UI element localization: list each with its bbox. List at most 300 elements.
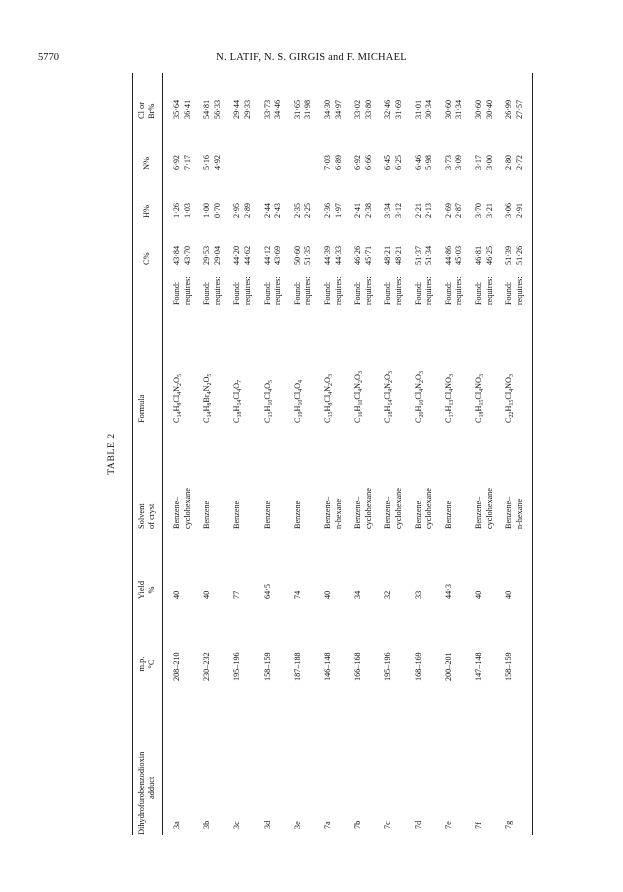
header-c: C% bbox=[142, 252, 151, 265]
formula-element: O bbox=[413, 374, 423, 380]
formula-subscript: 7 bbox=[237, 379, 244, 383]
formula-cell bbox=[232, 380, 246, 423]
found-label-cell bbox=[172, 276, 193, 305]
table-top-rule bbox=[132, 73, 133, 835]
c-value: 44·33 bbox=[333, 245, 343, 265]
table-row bbox=[293, 73, 325, 835]
analysis-label: requires: bbox=[303, 276, 313, 305]
halo-value: 34·30 bbox=[323, 99, 332, 119]
solvent-line: Benzene– bbox=[504, 496, 514, 529]
n-value: 6·92 bbox=[353, 154, 363, 170]
h-value-cell bbox=[232, 203, 253, 218]
n-value: 6·46 bbox=[413, 154, 423, 170]
n-value: 7·17 bbox=[182, 154, 192, 170]
n-value: 2·80 bbox=[504, 154, 514, 170]
analysis-label: requires: bbox=[333, 276, 343, 305]
found-label-cell bbox=[414, 276, 435, 305]
mp-cell: 158–159 bbox=[262, 652, 272, 681]
found-label-cell bbox=[474, 276, 495, 305]
formula-subscript: 13 bbox=[448, 399, 455, 406]
found-label-cell bbox=[323, 276, 344, 305]
n-value-cell bbox=[293, 168, 314, 170]
halo-value-cell bbox=[323, 100, 344, 119]
n-value: 3·09 bbox=[454, 154, 464, 170]
halo-value: 30·34 bbox=[424, 99, 434, 119]
found-label-cell bbox=[383, 276, 404, 305]
h-value: 2·38 bbox=[363, 202, 373, 218]
header-formula-label: Formula bbox=[137, 394, 146, 423]
formula-element: NO bbox=[474, 377, 483, 389]
yield-cell: 44·3 bbox=[443, 583, 453, 599]
c-value: 44·12 bbox=[262, 245, 272, 265]
n-value: 3·17 bbox=[474, 154, 483, 170]
h-value: 2·35 bbox=[292, 202, 302, 218]
n-value: 6·92 bbox=[172, 154, 181, 170]
analysis-label: requires: bbox=[363, 276, 373, 305]
yield-cell: 64·5 bbox=[262, 583, 272, 599]
analysis-label: Found: bbox=[232, 281, 242, 305]
formula-subscript: 3 bbox=[448, 374, 455, 378]
page-number: 5770 bbox=[38, 52, 59, 63]
formula-element: O bbox=[323, 377, 332, 383]
formula-subscript: 8 bbox=[177, 402, 183, 406]
analysis-label: Found: bbox=[413, 281, 423, 305]
formula-element: C bbox=[413, 417, 423, 423]
halo-value-cell bbox=[474, 100, 495, 119]
halo-value: 31·65 bbox=[292, 99, 302, 119]
adduct-cell: 7d bbox=[413, 820, 423, 829]
formula-subscript: 3 bbox=[388, 371, 395, 375]
n-value: 6·89 bbox=[333, 154, 343, 170]
solvent-cell bbox=[504, 497, 525, 529]
table-row bbox=[353, 73, 385, 835]
halo-value: 35·64 bbox=[172, 99, 181, 119]
mp-cell: 158–159 bbox=[504, 652, 514, 681]
n-value: 5·16 bbox=[202, 154, 212, 170]
c-value: 46·25 bbox=[484, 245, 494, 265]
header-halo-line1: Cl or bbox=[137, 102, 146, 119]
h-value: 2·69 bbox=[443, 202, 453, 218]
formula-element: Cl bbox=[232, 391, 242, 400]
found-label-cell bbox=[232, 276, 253, 305]
h-value: 2·13 bbox=[424, 202, 434, 218]
solvent-line: Benzene– bbox=[383, 496, 393, 529]
formula-element: H bbox=[262, 405, 272, 412]
adduct-cell: 7b bbox=[353, 820, 363, 829]
header-n: N% bbox=[142, 156, 151, 170]
analysis-label: Found: bbox=[262, 281, 272, 305]
formula-element: Cl bbox=[292, 391, 302, 400]
formula-subscript: 10 bbox=[418, 399, 425, 406]
halo-value: 29·33 bbox=[242, 99, 252, 119]
formula-element: H bbox=[504, 405, 514, 412]
found-label-cell bbox=[444, 276, 465, 305]
h-value: 3·12 bbox=[393, 202, 403, 218]
formula-subscript: 4 bbox=[328, 391, 334, 395]
formula-element: H bbox=[413, 405, 423, 412]
c-value-cell bbox=[353, 246, 374, 265]
formula-subscript: 22 bbox=[509, 411, 516, 418]
solvent-line: Benzene bbox=[292, 500, 302, 529]
yield-cell: 40 bbox=[202, 590, 212, 599]
formula-element: O bbox=[232, 382, 242, 389]
formula-element: H bbox=[323, 405, 332, 412]
analysis-label: requires: bbox=[514, 276, 524, 305]
formula-subscript: 18 bbox=[237, 411, 244, 418]
h-value-cell bbox=[474, 203, 495, 218]
analysis-label: Found: bbox=[383, 281, 393, 305]
h-value: 3·70 bbox=[474, 202, 483, 218]
analysis-label: Found: bbox=[292, 281, 302, 305]
formula-subscript: 2 bbox=[328, 382, 334, 386]
halo-value: 31·01 bbox=[413, 99, 423, 119]
halo-value: 33·80 bbox=[363, 99, 373, 119]
formula-cell bbox=[202, 374, 216, 423]
halo-value: 33·02 bbox=[353, 99, 363, 119]
mp-cell: 195–196 bbox=[383, 652, 393, 681]
h-value: 1·97 bbox=[333, 202, 343, 218]
n-value-cell bbox=[232, 168, 253, 170]
halo-value: 26·99 bbox=[504, 99, 514, 119]
formula-element: O bbox=[383, 374, 393, 380]
analysis-label: requires: bbox=[393, 276, 403, 305]
solvent-line: Benzene– bbox=[474, 496, 483, 529]
n-value-cell bbox=[504, 155, 525, 170]
formula-cell bbox=[383, 371, 397, 423]
formula-subscript: 3 bbox=[509, 374, 516, 378]
n-value: 4·92 bbox=[212, 154, 222, 170]
c-value-cell bbox=[202, 246, 223, 265]
formula-subscript: 18 bbox=[479, 411, 485, 418]
formula-element: Cl bbox=[383, 391, 393, 400]
analysis-label: Found: bbox=[474, 281, 483, 305]
solvent-cell bbox=[323, 497, 344, 529]
table-caption: TABLE 2 bbox=[106, 433, 117, 475]
formula-element: C bbox=[232, 417, 242, 423]
formula-subscript: 4 bbox=[448, 388, 455, 392]
analysis-label: requires: bbox=[484, 276, 494, 305]
analysis-label: Found: bbox=[323, 281, 332, 305]
formula-subscript: 2 bbox=[207, 382, 214, 386]
formula-subscript: 14 bbox=[207, 411, 214, 418]
solvent-line: Benzene– bbox=[353, 496, 363, 529]
formula-subscript: 15 bbox=[267, 411, 274, 418]
header-h: H% bbox=[142, 204, 151, 218]
formula-subscript: 15 bbox=[509, 399, 516, 406]
h-value: 1·00 bbox=[202, 202, 212, 218]
formula-element: H bbox=[474, 405, 483, 412]
solvent-cell bbox=[202, 501, 213, 529]
header-yield-line2: % bbox=[147, 586, 156, 594]
h-value: 0·70 bbox=[212, 202, 222, 218]
halo-value: 56·33 bbox=[212, 99, 222, 119]
formula-subscript: 5 bbox=[177, 374, 183, 378]
formula-subscript: 3 bbox=[328, 374, 334, 378]
solvent-cell bbox=[263, 501, 274, 529]
formula-subscript: 3 bbox=[358, 371, 365, 375]
halo-value-cell bbox=[172, 100, 193, 119]
h-value: 2·43 bbox=[273, 202, 283, 218]
h-value-cell bbox=[202, 203, 223, 218]
formula-element: H bbox=[383, 405, 393, 412]
solvent-cell bbox=[414, 488, 435, 529]
halo-value: 31·69 bbox=[393, 99, 403, 119]
n-value bbox=[303, 168, 314, 170]
c-value: 51·35 bbox=[303, 245, 313, 265]
n-value: 3·00 bbox=[484, 154, 494, 170]
formula-element: C bbox=[443, 417, 453, 423]
formula-element: H bbox=[353, 405, 363, 412]
mp-cell: 200–201 bbox=[443, 652, 453, 681]
analysis-label: Found: bbox=[202, 281, 212, 305]
formula-subscript: 4 bbox=[267, 388, 274, 392]
analysis-label: requires: bbox=[212, 276, 222, 305]
formula-subscript: 18 bbox=[388, 411, 395, 418]
n-value-cell bbox=[202, 155, 223, 170]
solvent-line: cyclohexane bbox=[393, 488, 403, 529]
formula-element: N bbox=[323, 385, 332, 392]
formula-subscript: 4 bbox=[509, 388, 516, 392]
formula-element: C bbox=[353, 417, 363, 423]
formula-element: Cl bbox=[323, 394, 332, 403]
header-mp-line1: m.p. bbox=[137, 656, 146, 672]
table-row bbox=[172, 73, 204, 835]
analysis-label: requires: bbox=[454, 276, 464, 305]
solvent-line: Benzene bbox=[443, 500, 453, 529]
formula-subscript: 4 bbox=[388, 388, 395, 392]
c-value-cell bbox=[293, 246, 314, 265]
h-value: 2·95 bbox=[232, 202, 242, 218]
h-value: 2·36 bbox=[323, 202, 332, 218]
solvent-cell bbox=[353, 488, 374, 529]
adduct-cell: 3a bbox=[172, 821, 181, 829]
formula-subscript: 3 bbox=[418, 371, 425, 375]
solvent-line: Benzene bbox=[262, 500, 272, 529]
formula-cell bbox=[293, 380, 307, 423]
n-value-cell bbox=[414, 155, 435, 170]
formula-element: C bbox=[202, 417, 212, 423]
formula-element: NO bbox=[443, 377, 453, 389]
adduct-cell: 7c bbox=[383, 821, 393, 829]
header-halo bbox=[137, 102, 157, 119]
analysis-label: Found: bbox=[353, 281, 363, 305]
adduct-cell: 3d bbox=[262, 820, 272, 829]
halo-value: 31·98 bbox=[303, 99, 313, 119]
header-halo-line2: Br% bbox=[147, 103, 156, 119]
table-header-rule bbox=[162, 73, 163, 835]
yield-cell: 40 bbox=[504, 590, 514, 599]
analysis-label: Found: bbox=[443, 281, 453, 305]
formula-cell bbox=[172, 374, 186, 423]
yield-cell: 74 bbox=[292, 590, 302, 599]
formula-subscript: 4 bbox=[237, 388, 244, 392]
formula-cell bbox=[353, 371, 367, 423]
halo-value-cell bbox=[444, 100, 465, 119]
solvent-line: n-hexane bbox=[514, 498, 524, 529]
c-value: 43·70 bbox=[182, 245, 192, 265]
formula-subscript: 15 bbox=[479, 399, 485, 406]
formula-subscript: 4 bbox=[418, 388, 425, 392]
h-value: 1·26 bbox=[172, 202, 181, 218]
formula-element: N bbox=[353, 382, 363, 389]
found-label-cell bbox=[353, 276, 374, 305]
c-value: 48·21 bbox=[393, 245, 403, 265]
n-value-cell bbox=[263, 168, 284, 170]
running-header: N. LATIF, N. S. GIRGIS and F. MICHAEL bbox=[216, 52, 407, 63]
formula-element: Cl bbox=[353, 391, 363, 400]
formula-element: N bbox=[202, 385, 212, 392]
solvent-cell bbox=[293, 501, 304, 529]
adduct-cell: 3c bbox=[232, 821, 242, 829]
mp-cell: 230–232 bbox=[202, 652, 212, 681]
solvent-line: cyclohexane bbox=[363, 488, 373, 529]
solvent-cell bbox=[172, 488, 193, 529]
h-value: 2·91 bbox=[514, 202, 524, 218]
c-value-cell bbox=[474, 246, 495, 265]
h-value-cell bbox=[293, 203, 314, 218]
yield-cell: 40 bbox=[172, 590, 181, 599]
formula-subscript: 14 bbox=[237, 399, 244, 406]
adduct-cell: 3e bbox=[292, 821, 302, 829]
formula-subscript: 2 bbox=[358, 379, 365, 383]
analysis-label: Found: bbox=[504, 281, 514, 305]
formula-element: H bbox=[292, 405, 302, 412]
table-row bbox=[202, 73, 234, 835]
formula-subscript: 20 bbox=[418, 411, 425, 418]
formula-subscript: 10 bbox=[358, 399, 365, 406]
analysis-label: requires: bbox=[182, 276, 192, 305]
table-row bbox=[323, 73, 355, 835]
formula-subscript: 4 bbox=[297, 379, 304, 383]
solvent-line: n-hexane bbox=[333, 498, 343, 529]
n-value bbox=[263, 168, 274, 170]
n-value: 2·72 bbox=[514, 154, 524, 170]
formula-cell bbox=[444, 374, 458, 423]
solvent-cell bbox=[444, 501, 455, 529]
header-mp bbox=[137, 647, 157, 681]
n-value-cell bbox=[353, 155, 374, 170]
formula-subscript: 16 bbox=[358, 411, 365, 418]
h-value: 1·03 bbox=[182, 202, 192, 218]
formula-element: N bbox=[413, 382, 423, 389]
formula-element: H bbox=[232, 405, 242, 412]
header-solvent bbox=[137, 503, 157, 529]
mp-cell: 195–196 bbox=[232, 652, 242, 681]
n-value-cell bbox=[383, 155, 404, 170]
adduct-cell: 3b bbox=[202, 820, 212, 829]
h-value: 2·87 bbox=[454, 202, 464, 218]
header-adduct-line1: Dihydrofurobenzodioxin bbox=[137, 751, 146, 835]
c-value: 45·71 bbox=[363, 245, 373, 265]
solvent-cell bbox=[383, 488, 404, 529]
n-value: 6·45 bbox=[383, 154, 393, 170]
n-value: 6·66 bbox=[363, 154, 373, 170]
formula-element: Cl bbox=[262, 391, 272, 400]
h-value: 3·34 bbox=[383, 202, 393, 218]
solvent-line: cyclohexane bbox=[182, 488, 192, 529]
solvent-line: Benzene– bbox=[172, 496, 181, 529]
n-value-cell bbox=[444, 155, 465, 170]
formula-element: C bbox=[262, 417, 272, 423]
yield-cell: 40 bbox=[474, 590, 483, 599]
h-value-cell bbox=[172, 203, 193, 218]
solvent-cell bbox=[232, 501, 243, 529]
solvent-line: Benzene– bbox=[323, 496, 332, 529]
formula-subscript: 14 bbox=[177, 411, 183, 418]
formula-subscript: 10 bbox=[297, 399, 304, 406]
h-value: 2·89 bbox=[242, 202, 252, 218]
formula-element: Cl bbox=[443, 391, 453, 400]
h-value-cell bbox=[383, 203, 404, 218]
adduct-cell: 7f bbox=[474, 822, 483, 829]
c-value: 51·37 bbox=[413, 245, 423, 265]
c-value: 51·26 bbox=[514, 245, 524, 265]
data-table bbox=[106, 73, 538, 835]
formula-subscript: 8 bbox=[328, 402, 334, 406]
n-value bbox=[293, 168, 304, 170]
h-value: 2·25 bbox=[303, 202, 313, 218]
halo-value: 33·73 bbox=[262, 99, 272, 119]
h-value-cell bbox=[353, 203, 374, 218]
n-value bbox=[232, 168, 243, 170]
yield-cell: 40 bbox=[323, 590, 332, 599]
c-value-cell bbox=[323, 246, 344, 265]
halo-value: 30·40 bbox=[484, 99, 494, 119]
table-row bbox=[414, 73, 446, 835]
formula-element: H bbox=[202, 405, 212, 412]
c-value: 44·20 bbox=[232, 245, 242, 265]
halo-value: 34·46 bbox=[273, 99, 283, 119]
formula-element: N bbox=[383, 382, 393, 389]
formula-element: Br bbox=[202, 394, 212, 403]
adduct-cell: 7a bbox=[323, 821, 332, 829]
formula-subscript: 2 bbox=[177, 382, 183, 386]
found-label-cell bbox=[293, 276, 314, 305]
h-value: 2·21 bbox=[413, 202, 423, 218]
c-value: 51·34 bbox=[424, 245, 434, 265]
formula-element: H bbox=[443, 405, 453, 412]
c-value-cell bbox=[263, 246, 284, 265]
formula-element: Cl bbox=[172, 394, 181, 403]
header-yield-line1: Yield bbox=[137, 580, 146, 600]
halo-value-cell bbox=[232, 100, 253, 119]
formula-subscript: 4 bbox=[207, 391, 214, 395]
formula-subscript: 10 bbox=[267, 399, 274, 406]
solvent-line: cyclohexane bbox=[424, 488, 434, 529]
formula-element: O bbox=[202, 376, 212, 383]
h-value-cell bbox=[504, 203, 525, 218]
formula-element: NO bbox=[504, 377, 514, 389]
c-value-cell bbox=[172, 246, 193, 265]
formula-subscript: 15 bbox=[328, 411, 334, 418]
mp-cell: 166–168 bbox=[353, 652, 363, 681]
halo-value: 30·60 bbox=[443, 99, 453, 119]
found-label-cell bbox=[263, 276, 284, 305]
formula-subscript: 2 bbox=[418, 379, 425, 383]
solvent-line: Benzene bbox=[413, 500, 423, 529]
header-solvent-line1: Solvent bbox=[137, 503, 146, 529]
h-value-cell bbox=[263, 203, 284, 218]
halo-value: 54·81 bbox=[202, 99, 212, 119]
h-value-cell bbox=[414, 203, 435, 218]
solvent-line: Benzene bbox=[232, 500, 242, 529]
mp-cell: 146–148 bbox=[323, 652, 332, 681]
n-value: 7·03 bbox=[323, 154, 332, 170]
halo-value-cell bbox=[504, 100, 525, 119]
c-value-cell bbox=[383, 246, 404, 265]
formula-subscript: 8 bbox=[207, 402, 214, 406]
h-value-cell bbox=[323, 203, 344, 218]
